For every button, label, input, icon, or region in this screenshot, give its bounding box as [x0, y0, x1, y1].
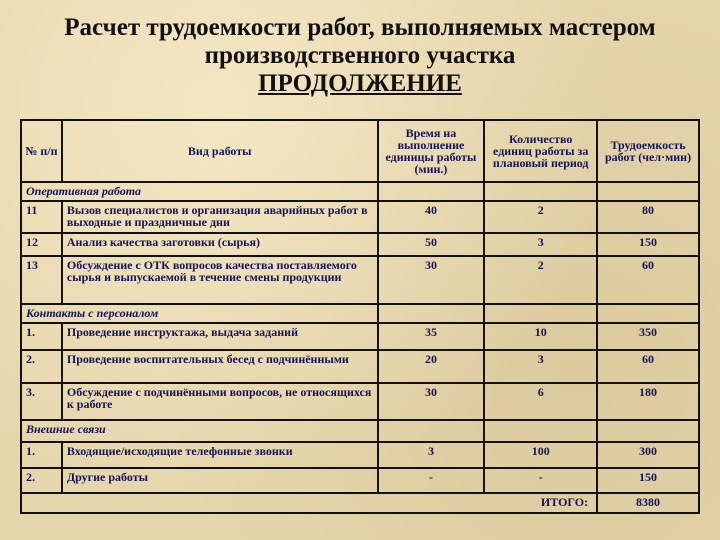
row-number: 3. — [21, 383, 62, 420]
time-cell: 30 — [378, 383, 485, 420]
qty-cell: - — [484, 468, 597, 493]
row-number: 2. — [21, 468, 62, 493]
qty-cell: 100 — [484, 442, 597, 468]
time-cell: 35 — [378, 323, 485, 350]
total-cell: 180 — [597, 383, 699, 420]
header-time: Время на выполнение единицы работы (мин.) — [378, 120, 485, 182]
empty-cell — [378, 420, 485, 442]
section-title: Контакты с персоналом — [21, 304, 378, 323]
section-row — [21, 182, 699, 201]
table-row — [21, 256, 699, 304]
empty-cell — [484, 304, 597, 323]
qty-cell: 2 — [484, 201, 597, 233]
empty-cell — [597, 420, 699, 442]
header-total: Трудоемкость работ (чел·мин) — [597, 120, 699, 182]
table-row — [21, 233, 699, 256]
header-row — [21, 120, 699, 182]
empty-cell — [597, 304, 699, 323]
time-cell: 3 — [378, 442, 485, 468]
work-type: Анализ качества заготовки (сырья) — [62, 233, 378, 256]
qty-cell: 6 — [484, 383, 597, 420]
total-cell: 350 — [597, 323, 699, 350]
table-row — [21, 468, 699, 493]
work-type: Проведение воспитательных бесед с подчинёнными — [62, 350, 378, 383]
total-cell: 300 — [597, 442, 699, 468]
table-row — [21, 201, 699, 233]
time-cell: 30 — [378, 256, 485, 304]
section-row — [21, 304, 699, 323]
total-cell: 60 — [597, 350, 699, 383]
row-number: 2. — [21, 350, 62, 383]
row-number: 12 — [21, 233, 62, 256]
labor-table — [20, 119, 700, 514]
total-cell: 150 — [597, 468, 699, 493]
time-cell: - — [378, 468, 485, 493]
work-type: Обсуждение с подчинёнными вопросов, не относящихся к работе — [62, 383, 378, 420]
total-cell: 80 — [597, 201, 699, 233]
qty-cell: 3 — [484, 233, 597, 256]
work-type: Проведение инструктажа, выдача заданий — [62, 323, 378, 350]
row-number: 1. — [21, 442, 62, 468]
table-row — [21, 350, 699, 383]
row-number: 11 — [21, 201, 62, 233]
qty-cell: 2 — [484, 256, 597, 304]
empty-cell — [378, 304, 485, 323]
section-row — [21, 420, 699, 442]
row-number: 13 — [21, 256, 62, 304]
total-row — [21, 493, 699, 513]
section-title: Внешние связи — [21, 420, 378, 442]
header-number: № п/п — [21, 120, 62, 182]
empty-cell — [484, 182, 597, 201]
qty-cell: 3 — [484, 350, 597, 383]
time-cell: 20 — [378, 350, 485, 383]
work-type: Обсуждение с ОТК вопросов качества поставляемого сырья и выпускаемой в течение смены продукции — [62, 256, 378, 304]
total-cell: 150 — [597, 233, 699, 256]
section-title: Оперативная работа — [21, 182, 378, 201]
title-line-1: Расчет трудоемкости работ, выполняемых мастером — [64, 14, 656, 41]
total-value: 8380 — [597, 493, 699, 513]
slide-title — [0, 14, 720, 98]
empty-cell — [484, 420, 597, 442]
row-number: 1. — [21, 323, 62, 350]
header-qty: Количество единиц работы за плановый период — [484, 120, 597, 182]
work-type: Другие работы — [62, 468, 378, 493]
total-label: ИТОГО: — [21, 493, 597, 513]
time-cell: 50 — [378, 233, 485, 256]
time-cell: 40 — [378, 201, 485, 233]
title-line-2: производственного участка — [204, 42, 516, 69]
table-row — [21, 442, 699, 468]
table-row — [21, 383, 699, 420]
qty-cell: 10 — [484, 323, 597, 350]
work-type: Вызов специалистов и организация аварийных работ в выходные и праздничные дни — [62, 201, 378, 233]
title-line-3: ПРОДОЛЖЕНИЕ — [258, 70, 462, 97]
table-row — [21, 323, 699, 350]
work-type: Входящие/исходящие телефонные звонки — [62, 442, 378, 468]
header-work: Вид работы — [62, 120, 378, 182]
empty-cell — [378, 182, 485, 201]
empty-cell — [597, 182, 699, 201]
total-cell: 60 — [597, 256, 699, 304]
